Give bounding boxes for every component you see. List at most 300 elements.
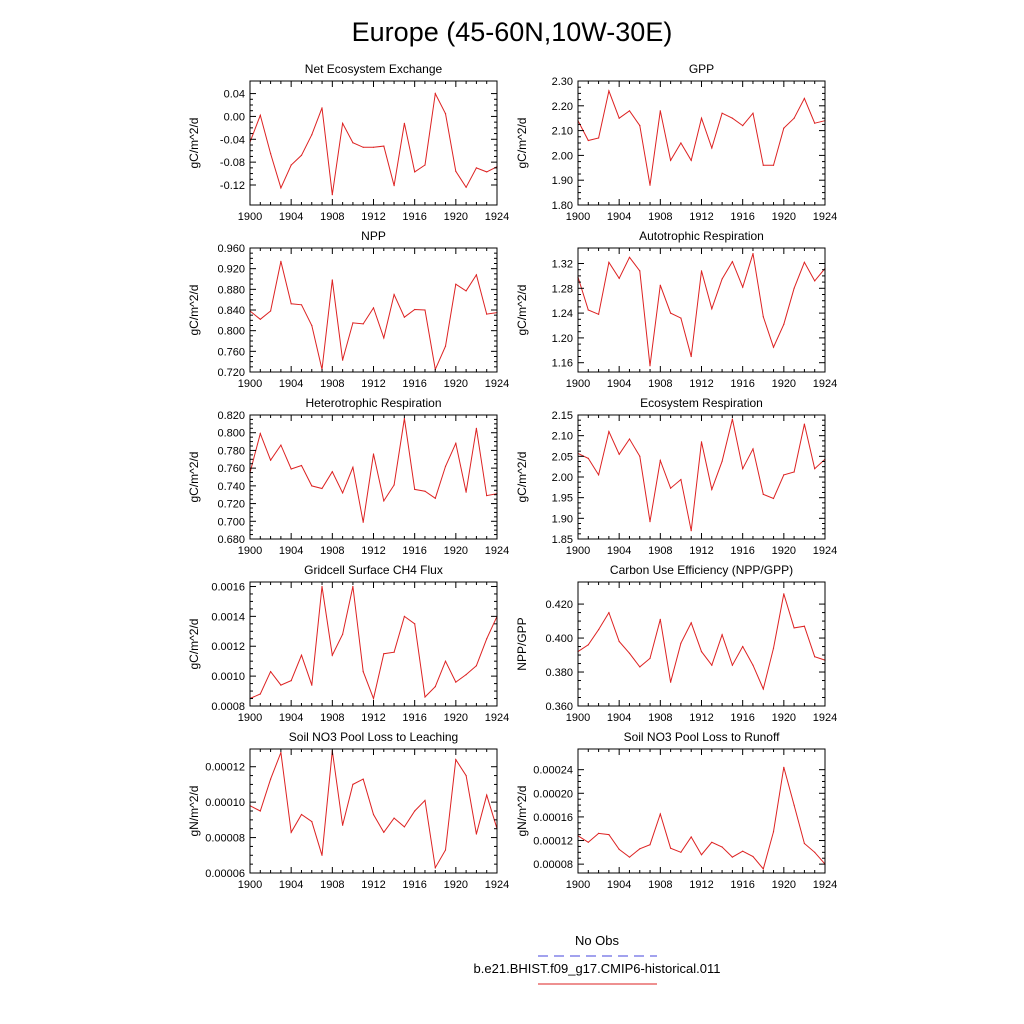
chart-panel-2 [515, 62, 837, 223]
data-point [394, 294, 395, 295]
data-point [670, 313, 671, 314]
y-tick-label: -0.08 [219, 157, 245, 170]
data-point [332, 471, 333, 472]
x-tick-label: 1908 [648, 378, 673, 390]
data-point [773, 165, 774, 166]
y-tick-label: 0.420 [545, 599, 573, 612]
x-tick-label: 1912 [361, 712, 386, 724]
x-tick-label: 1924 [484, 545, 510, 557]
data-point [435, 686, 436, 687]
data-point [363, 323, 364, 324]
x-tick-label: 1916 [402, 211, 427, 223]
data-point [476, 833, 477, 834]
data-point [383, 500, 384, 501]
data-point [752, 856, 753, 857]
x-tick-label: 1912 [689, 378, 714, 390]
data-point [352, 322, 353, 323]
y-tick-label: 1.90 [551, 513, 573, 526]
data-point [311, 134, 312, 135]
data-point [270, 671, 271, 672]
data-point [711, 489, 712, 490]
data-point [363, 147, 364, 148]
data-point [301, 655, 302, 656]
data-point [629, 257, 630, 258]
x-tick-label: 1912 [689, 211, 714, 223]
data-point [660, 285, 661, 286]
x-tick-label: 1904 [278, 378, 304, 390]
x-tick-label: 1920 [771, 378, 797, 390]
data-point [660, 460, 661, 461]
x-tick-label: 1904 [606, 712, 632, 724]
data-point [363, 522, 364, 523]
series-line [250, 751, 497, 868]
data-point [424, 696, 425, 697]
data-point [742, 468, 743, 469]
x-tick-label: 1908 [320, 712, 345, 724]
data-point [383, 146, 384, 147]
x-tick-label: 1924 [812, 378, 838, 390]
data-point [711, 842, 712, 843]
data-point [814, 852, 815, 853]
data-point [742, 646, 743, 647]
data-point [445, 113, 446, 114]
y-tick-label: 0.04 [223, 88, 245, 101]
data-point [691, 622, 692, 623]
x-tick-label: 1904 [278, 879, 304, 891]
chart-panel-1 [187, 62, 509, 223]
data-point [321, 586, 322, 587]
y-tick-label: 2.20 [551, 100, 573, 113]
series-line [578, 419, 825, 531]
x-tick-label: 1916 [730, 378, 755, 390]
data-point [352, 586, 353, 587]
y-tick-label: 1.80 [551, 200, 573, 212]
data-point [445, 346, 446, 347]
x-tick-label: 1912 [689, 879, 714, 891]
data-point [629, 857, 630, 858]
series-line [250, 419, 497, 523]
x-tick-label: 1904 [606, 211, 632, 223]
y-tick-label: 0.760 [217, 463, 245, 476]
data-point [732, 665, 733, 666]
data-point [680, 852, 681, 853]
data-point [352, 467, 353, 468]
data-point [598, 629, 599, 630]
x-tick-label: 1924 [812, 545, 838, 557]
x-tick-label: 1924 [812, 211, 838, 223]
y-tick-label: 1.32 [551, 258, 573, 271]
y-tick-label: 0.700 [217, 516, 245, 529]
data-point [732, 419, 733, 420]
data-point [445, 661, 446, 662]
data-point [794, 288, 795, 289]
data-point [466, 492, 467, 493]
series-line [578, 594, 825, 689]
data-point [804, 98, 805, 99]
data-point [732, 118, 733, 119]
y-tick-label: 0.680 [217, 534, 245, 546]
y-tick-label: 2.10 [551, 125, 573, 138]
data-point [486, 314, 487, 315]
data-point [752, 448, 753, 449]
chart-panel-5 [187, 396, 509, 557]
chart-panel-4 [515, 229, 837, 390]
data-point [619, 454, 620, 455]
y-tick-label: 0.0008 [211, 701, 245, 713]
x-tick-label: 1916 [730, 712, 755, 724]
y-tick-label: 1.24 [551, 308, 573, 321]
data-point [649, 658, 650, 659]
y-tick-label: 0.720 [217, 367, 245, 379]
data-point [588, 458, 589, 459]
chart-title: Gridcell Surface CH4 Flux [304, 563, 443, 577]
data-point [773, 831, 774, 832]
data-point [445, 466, 446, 467]
y-axis-label: gC/m^2/d [515, 117, 529, 169]
data-point [342, 634, 343, 635]
data-point [773, 498, 774, 499]
data-point [773, 347, 774, 348]
series-line [250, 261, 497, 369]
y-tick-label: 0.800 [217, 325, 245, 338]
data-point [280, 752, 281, 753]
data-point [342, 123, 343, 124]
data-point [466, 290, 467, 291]
data-point [424, 800, 425, 801]
x-tick-label: 1904 [606, 545, 632, 557]
data-point [794, 627, 795, 628]
data-point [783, 767, 784, 768]
x-tick-label: 1900 [565, 712, 591, 724]
data-point [722, 461, 723, 462]
data-point [691, 356, 692, 357]
data-point [814, 656, 815, 657]
y-tick-label: -0.12 [219, 180, 245, 192]
chart-panel-6 [515, 396, 837, 557]
data-point [680, 479, 681, 480]
data-point [608, 834, 609, 835]
data-point [619, 641, 620, 642]
y-tick-label: 0.00010 [205, 797, 245, 810]
data-point [608, 431, 609, 432]
data-point [383, 337, 384, 338]
legend [474, 933, 721, 984]
data-point [722, 113, 723, 114]
y-tick-label: 2.30 [551, 76, 573, 88]
panels-group [187, 62, 837, 891]
y-tick-label: 2.00 [551, 472, 573, 484]
data-point [814, 280, 815, 281]
x-tick-label: 1912 [689, 712, 714, 724]
y-tick-label: 0.360 [545, 701, 573, 713]
data-point [270, 310, 271, 311]
y-tick-label: 0.0010 [211, 671, 245, 684]
data-point [455, 284, 456, 285]
data-point [394, 185, 395, 186]
data-point [424, 164, 425, 165]
data-point [598, 314, 599, 315]
y-tick-label: 2.15 [551, 410, 573, 422]
y-tick-label: 0.00008 [205, 832, 245, 845]
plot-frame [250, 248, 497, 372]
data-point [773, 648, 774, 649]
data-point [814, 123, 815, 124]
data-point [660, 110, 661, 111]
data-point [588, 140, 589, 141]
data-point [588, 644, 589, 645]
x-tick-label: 1916 [402, 545, 427, 557]
chart-title: Autotrophic Respiration [639, 229, 764, 243]
data-point [373, 698, 374, 699]
data-point [260, 319, 261, 320]
data-point [804, 843, 805, 844]
data-point [639, 848, 640, 849]
data-point [270, 779, 271, 780]
data-point [373, 307, 374, 308]
y-tick-label: 0.0016 [211, 581, 245, 594]
x-tick-label: 1916 [402, 879, 427, 891]
x-tick-label: 1904 [278, 211, 304, 223]
data-point [783, 593, 784, 594]
data-point [291, 832, 292, 833]
data-point [301, 814, 302, 815]
data-point [794, 471, 795, 472]
data-point [466, 187, 467, 188]
data-point [414, 309, 415, 310]
data-point [629, 110, 630, 111]
data-point [280, 685, 281, 686]
data-point [783, 474, 784, 475]
x-tick-label: 1904 [278, 545, 304, 557]
plot-frame [250, 582, 497, 706]
y-tick-label: 0.780 [217, 445, 245, 458]
chart-title: Ecosystem Respiration [640, 396, 763, 410]
y-tick-label: 1.85 [551, 534, 573, 546]
data-point [486, 638, 487, 639]
data-point [701, 651, 702, 652]
data-point [270, 153, 271, 154]
data-point [660, 813, 661, 814]
x-tick-label: 1912 [361, 545, 386, 557]
y-tick-label: 0.920 [217, 263, 245, 276]
plot-frame [578, 582, 825, 706]
data-point [424, 491, 425, 492]
x-tick-label: 1924 [812, 712, 838, 724]
data-point [291, 680, 292, 681]
data-point [783, 324, 784, 325]
chart-title: Net Ecosystem Exchange [304, 62, 443, 76]
data-point [486, 495, 487, 496]
data-point [732, 857, 733, 858]
y-axis-label: gN/m^2/d [515, 785, 529, 837]
x-tick-label: 1920 [771, 879, 797, 891]
data-point [466, 674, 467, 675]
legend-model-label: b.e21.BHIST.f09_g17.CMIP6-historical.011 [473, 961, 721, 976]
series-line [250, 587, 497, 699]
x-tick-label: 1912 [361, 378, 386, 390]
data-point [608, 262, 609, 263]
data-point [639, 456, 640, 457]
data-point [619, 278, 620, 279]
data-point [598, 137, 599, 138]
data-point [763, 165, 764, 166]
data-point [670, 682, 671, 683]
data-point [394, 484, 395, 485]
data-point [629, 438, 630, 439]
data-point [414, 810, 415, 811]
plot-frame [578, 81, 825, 205]
data-point [670, 488, 671, 489]
x-tick-label: 1924 [484, 378, 510, 390]
x-tick-label: 1920 [443, 712, 469, 724]
data-point [455, 682, 456, 683]
data-point [722, 278, 723, 279]
data-point [373, 453, 374, 454]
y-tick-label: 1.16 [551, 357, 573, 370]
data-point [321, 107, 322, 108]
x-tick-label: 1900 [237, 879, 263, 891]
x-tick-label: 1920 [443, 378, 469, 390]
data-point [701, 270, 702, 271]
data-point [455, 759, 456, 760]
data-point [742, 851, 743, 852]
data-point [794, 118, 795, 119]
data-point [619, 118, 620, 119]
y-tick-label: 0.400 [545, 633, 573, 646]
plot-frame [578, 415, 825, 539]
data-point [804, 424, 805, 425]
data-point [404, 317, 405, 318]
chart-title: GPP [688, 62, 715, 76]
x-tick-label: 1908 [648, 712, 673, 724]
x-tick-label: 1908 [648, 211, 673, 223]
data-point [363, 779, 364, 780]
data-point [424, 309, 425, 310]
data-point [373, 814, 374, 815]
data-point [342, 825, 343, 826]
series-line [250, 94, 497, 195]
data-point [763, 316, 764, 317]
data-point [722, 634, 723, 635]
x-tick-label: 1924 [484, 879, 510, 891]
x-tick-label: 1908 [648, 545, 673, 557]
series-line [578, 91, 825, 185]
data-point [321, 855, 322, 856]
data-point [435, 498, 436, 499]
y-axis-label: gC/m^2/d [187, 618, 201, 670]
data-point [301, 304, 302, 305]
data-point [629, 653, 630, 654]
data-point [752, 665, 753, 666]
chart-title: Heterotrophic Respiration [305, 396, 442, 410]
data-point [373, 147, 374, 148]
data-point [435, 93, 436, 94]
y-tick-label: 0.00008 [533, 859, 573, 872]
x-tick-label: 1924 [484, 712, 510, 724]
y-axis-label: gC/m^2/d [187, 284, 201, 336]
x-tick-label: 1900 [565, 879, 591, 891]
y-tick-label: 0.820 [217, 410, 245, 422]
data-point [332, 655, 333, 656]
y-tick-label: 0.00012 [205, 761, 245, 774]
x-tick-label: 1916 [730, 545, 755, 557]
y-tick-label: 1.90 [551, 175, 573, 188]
y-tick-label: 0.880 [217, 284, 245, 297]
data-point [752, 253, 753, 254]
data-point [394, 818, 395, 819]
y-tick-label: 1.20 [551, 332, 573, 345]
data-point [280, 187, 281, 188]
data-point [680, 142, 681, 143]
y-tick-label: 0.0012 [211, 641, 245, 654]
x-tick-label: 1920 [443, 545, 469, 557]
data-point [486, 795, 487, 796]
y-tick-label: 0.840 [217, 305, 245, 317]
data-point [804, 626, 805, 627]
data-point [476, 665, 477, 666]
y-tick-label: 2.05 [551, 451, 573, 464]
data-point [404, 418, 405, 419]
data-point [598, 474, 599, 475]
data-point [691, 836, 692, 837]
data-point [363, 671, 364, 672]
y-tick-label: 0.00012 [533, 835, 573, 848]
x-tick-label: 1912 [689, 545, 714, 557]
y-tick-label: 1.95 [551, 492, 573, 505]
data-point [701, 854, 702, 855]
x-tick-label: 1924 [484, 211, 510, 223]
chart-panel-8 [515, 563, 837, 724]
x-tick-label: 1908 [320, 211, 345, 223]
data-point [352, 784, 353, 785]
data-point [701, 441, 702, 442]
x-tick-label: 1904 [278, 712, 304, 724]
data-point [404, 826, 405, 827]
data-point [649, 365, 650, 366]
x-tick-label: 1900 [237, 545, 263, 557]
x-tick-label: 1916 [402, 378, 427, 390]
y-axis-label: gC/m^2/d [187, 117, 201, 169]
data-point [260, 115, 261, 116]
data-point [435, 867, 436, 868]
data-point [763, 494, 764, 495]
data-point [722, 846, 723, 847]
data-point [804, 262, 805, 263]
plot-frame [250, 749, 497, 873]
y-tick-label: 0.00024 [533, 764, 573, 777]
x-tick-label: 1912 [361, 211, 386, 223]
data-point [701, 118, 702, 119]
data-point [342, 360, 343, 361]
y-tick-label: 2.10 [551, 430, 573, 443]
x-tick-label: 1912 [361, 879, 386, 891]
x-tick-label: 1900 [237, 378, 263, 390]
data-point [455, 171, 456, 172]
data-point [711, 308, 712, 309]
data-point [691, 530, 692, 531]
data-point [763, 868, 764, 869]
data-point [311, 685, 312, 686]
data-point [660, 619, 661, 620]
y-tick-label: 1.28 [551, 283, 573, 296]
plot-frame [250, 81, 497, 205]
data-point [742, 125, 743, 126]
data-point [260, 810, 261, 811]
data-point [301, 155, 302, 156]
data-point [445, 849, 446, 850]
y-tick-label: 0.00 [223, 111, 245, 124]
y-axis-label: gN/m^2/d [187, 785, 201, 837]
